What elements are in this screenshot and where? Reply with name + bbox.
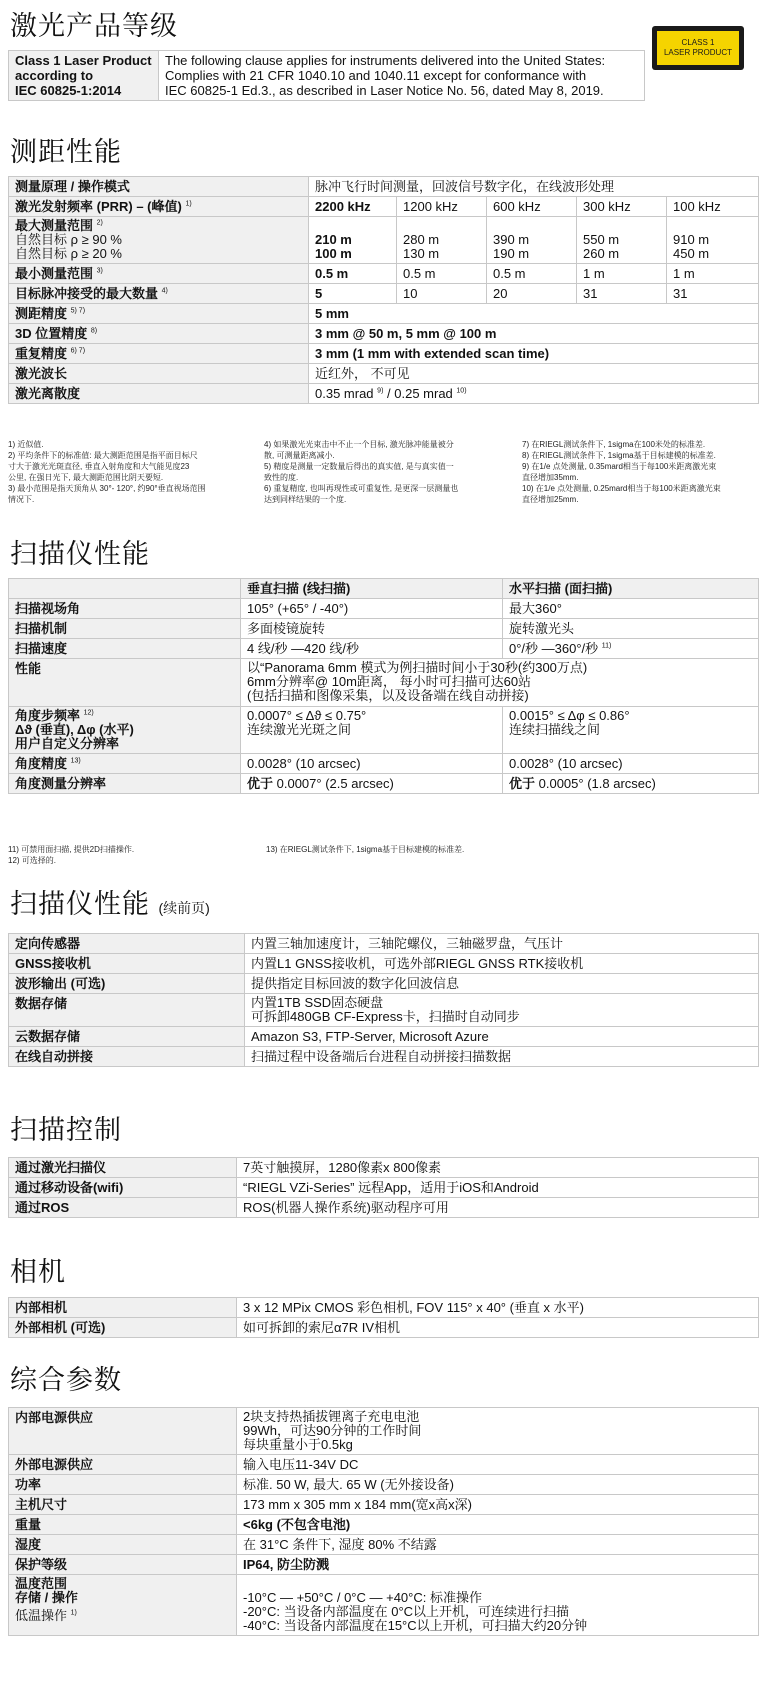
- camera-title: 相机: [10, 1257, 66, 1287]
- ranging-row-accuracy: 测距精度 $^{5) 7)}$ 5 mm: [9, 304, 759, 324]
- control-row-mobile: 通过移动设备(wifi) “RIEGL VZi-Series” 远程App，适用于iOS和Android: [9, 1178, 759, 1198]
- scanner-row-angle-resolution: 角度测量分辨率 优于 0.0007° (2.5 arcsec) 优于 0.0005° (1.8 arcsec): [9, 774, 759, 794]
- ranging-footnotes-col1: 1) 近似值. 2) 平均条件下的标准值: 最大测距范围是指平面目标尺 寸大于激光光斑直径, 垂直入射角度和大气能见度23 公里, 在强日光下, 最大测距范围比阴天要短. 3) 最小范围是指天顶角从 30°- 120°, 约90°垂直视场范围 情况下.: [8, 440, 206, 504]
- ranging-title: 测距性能: [10, 137, 122, 167]
- ranging-row-max-range: 最大测量范围 $^{2)}$ 自然目标 ρ ≥ 90 % 自然目标 ρ ≥ 20 % 210 m 100 m 280 m 130 m 390 m 190 m 550 m 260 m 910 m 450 m: [9, 217, 759, 264]
- ranging-footnotes-col2: 4) 如果激光光束击中不止一个目标, 激光脉冲能量被分 散, 可测量距离减小. 5) 精度是测量一定数量后得出的真实值, 是与真实值一 致性的度. 6) 重复精度, 也叫再现性或可重复性, 是更深一层测量也 达到同样结果的一个度.: [264, 440, 459, 504]
- ranging-footnotes-col3: 7) 在RIEGL测试条件下, 1sigma在100米处的标准差. 8) 在RIEGL测试条件下, 1sigma基于目标建模的标准差. 9) 在1/e 点处测量, 0.35mard相当于每100米距离激光束 直径增加35mm. 10) 在1/e 点处测量, 0.25mard相当于每100米距离激光束 直径增加25mm.: [522, 440, 721, 504]
- control-table: [8, 1157, 759, 1218]
- control-row-scanner: 通过激光扫描仪 7英寸触摸屏，1280像素x 800像素: [9, 1158, 759, 1178]
- ranging-row-divergence: 激光离散度 0.35 mrad $^{9)}$ / 0.25 mrad $^{10)}$: [9, 384, 759, 404]
- scanner2-row-storage: 数据存储 内置1TB SSD固态硬盘 可拆卸480GB CF-Express卡，扫描时自动同步: [9, 994, 759, 1027]
- scanner2-row-gnss: GNSS接收机 内置L1 GNSS接收机，可选外部RIEGL GNSS RTK接收机: [9, 954, 759, 974]
- general-row-protection: 保护等级 IP64, 防尘防溅: [9, 1555, 759, 1575]
- scanner-col-vertical: 垂直扫描 (线扫描): [241, 579, 503, 599]
- scanner2-row-cloud: 云数据存储 Amazon S3, FTP-Server, Microsoft Azure: [9, 1027, 759, 1047]
- scanner2-row-orientation: 定向传感器 内置三轴加速度计，三轴陀螺仪，三轴磁罗盘，气压计: [9, 934, 759, 954]
- camera-row-external: 外部相机 (可选) 如可拆卸的索尼α7R IV相机: [9, 1318, 759, 1338]
- ranging-row-min-range: 最小测量范围 $^{3)}$ 0.5 m 0.5 m 0.5 m 1 m 1 m: [9, 264, 759, 284]
- general-title: 综合参数: [10, 1365, 122, 1395]
- ranging-row-3d-position: 3D 位置精度 $^{8)}$ 3 mm @ 50 m, 5 mm @ 100 m: [9, 324, 759, 344]
- general-row-temperature: 温度范围 存储 / 操作 低温操作 $^{1)}$ -10°C — +50°C / 0°C — +40°C: 标准操作 -20°C: 当设备内部温度在 0°C以上开机，可连续进行扫描 -40°C: 当设备内部温度在15°C以上开机，可扫描大约20分钟: [9, 1575, 759, 1636]
- scanner-row-speed: 扫描速度 4 线/秒 —420 线/秒 0°/秒 —360°/秒 $^{11)}$: [9, 639, 759, 659]
- ranging-row-prr: 激光发射频率 (PRR) – (峰值) $^{1)}$ 2200 kHz 1200 kHz 600 kHz 300 kHz 100 kHz: [9, 197, 759, 217]
- scanner-table: [8, 578, 759, 794]
- scanner-row-fov: 扫描视场角 105° (+65° / -40°) 最大360°: [9, 599, 759, 619]
- badge-line-1: CLASS 1: [681, 38, 715, 47]
- laser-class-table: [8, 50, 645, 101]
- general-row-external-power: 外部电源供应 输入电压11-34V DC: [9, 1455, 759, 1475]
- laser-class-text: The following clause applies for instruments delivered into the United States: Complies with 21 CFR 1040.10 and 1040.11 except for conformance with IEC 60825-1 Ed.3., as described in Laser Notice No. 56, dated May 8, 2019.: [159, 51, 645, 101]
- control-title: 扫描控制: [10, 1115, 122, 1145]
- general-row-internal-power: 内部电源供应 2块支持热插拔锂离子充电电池 99Wh，可达90分钟的工作时间 每块重量小于0.5kg: [9, 1408, 759, 1455]
- scanner2-row-registration: 在线自动拼接 扫描过程中设备端后台进程自动拼接扫描数据: [9, 1047, 759, 1067]
- scanner2-title: 扫描仪性能 (续前页): [10, 889, 210, 919]
- scanner-row-performance: 性能 以“Panorama 6mm 模式为例扫描时间小于30秒(约300万点) 6mm分辨率@ 10m距离， 每小时可扫描可达60站 (包括扫描和图像采集，以及设备端在线自动拼接): [9, 659, 759, 707]
- general-row-dimensions: 主机尺寸 173 mm x 305 mm x 184 mm(宽x高x深): [9, 1495, 759, 1515]
- camera-table: [8, 1297, 759, 1338]
- general-row-consumption: 功率 标准. 50 W, 最大. 65 W (无外接设备): [9, 1475, 759, 1495]
- scanner2-row-waveform: 波形输出 (可选) 提供指定目标回波的数字化回波信息: [9, 974, 759, 994]
- camera-row-internal: 内部相机 3 x 12 MPix CMOS 彩色相机, FOV 115° x 40° (垂直 x 水平): [9, 1298, 759, 1318]
- scanner-header-row: [9, 579, 759, 599]
- laser-class-label: Class 1 Laser Product according to IEC 60825-1:2014: [9, 51, 159, 101]
- ranging-row-repeatability: 重复精度 $^{6) 7)}$ 3 mm (1 mm with extended scan time): [9, 344, 759, 364]
- general-row-weight: 重量 <6kg (不包含电池): [9, 1515, 759, 1535]
- scanner-row-angle-accuracy: 角度精度 $^{13)}$ 0.0028° (10 arcsec) 0.0028° (10 arcsec): [9, 754, 759, 774]
- badge-line-2: LASER PRODUCT: [663, 48, 732, 57]
- general-table: [8, 1407, 759, 1636]
- scanner2-table: [8, 933, 759, 1067]
- scanner-footnotes-left: 11) 可禁用面扫描, 提供2D扫描操作. 12) 可选择的.: [8, 845, 135, 865]
- scanner-title: 扫描仪性能: [10, 539, 150, 569]
- scanner2-subtitle: (续前页): [158, 900, 210, 916]
- ranging-row-principle: 测量原理 / 操作模式 脉冲飞行时间测量，回波信号数字化，在线波形处理: [9, 177, 759, 197]
- scanner-row-mechanism: 扫描机制 多面棱镜旋转 旋转激光头: [9, 619, 759, 639]
- general-row-humidity: 湿度 在 31°C 条件下, 湿度 80% 不结露: [9, 1535, 759, 1555]
- scanner-footnotes-right: 13) 在RIEGL测试条件下, 1sigma基于目标建模的标准差.: [266, 845, 465, 854]
- laser-class-title: 激光产品等级: [10, 11, 178, 41]
- scanner-col-horizontal: 水平扫描 (面扫描): [503, 579, 759, 599]
- ranging-row-wavelength: 激光波长 近红外， 不可见: [9, 364, 759, 384]
- ranging-table: [8, 176, 759, 404]
- control-row-ros: 通过ROS ROS(机器人操作系统)驱动程序可用: [9, 1198, 759, 1218]
- scanner-row-step: 角度步频率 $^{12)}$ Δϑ (垂直), Δφ (水平) 用户自定义分辨率 0.0007° ≤ Δϑ ≤ 0.75° 连续激光光斑之间 0.0015° ≤ Δφ ≤ 0.86° 连续扫描线之间: [9, 707, 759, 754]
- laser-class-badge: [652, 26, 744, 70]
- ranging-row-max-targets: 目标脉冲接受的最大数量 $^{4)}$ 5 10 20 31 31: [9, 284, 759, 304]
